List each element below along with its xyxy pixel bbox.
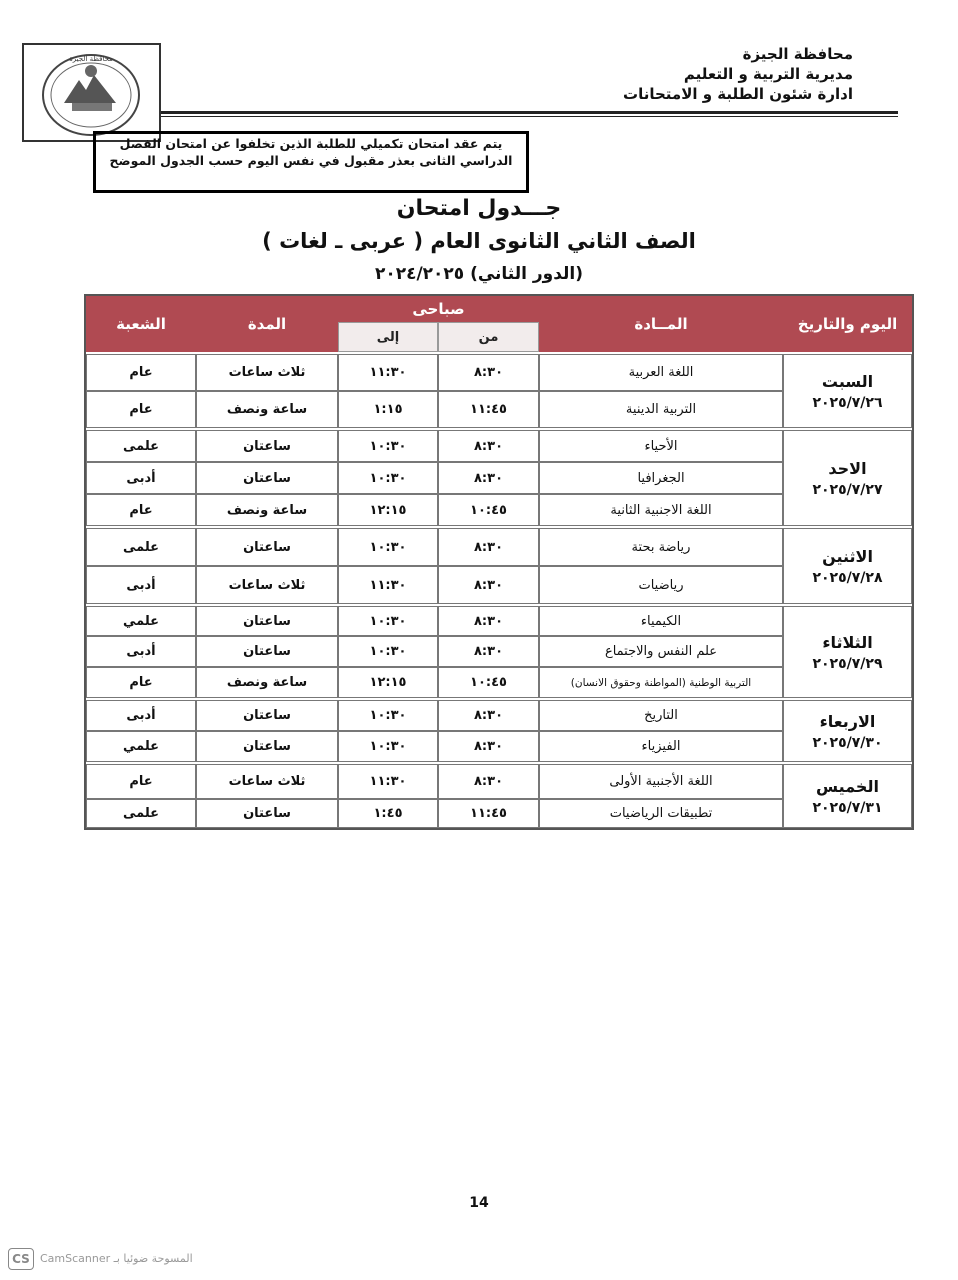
exam-schedule-table (84, 294, 914, 830)
header-to: إلى (338, 322, 438, 352)
track-cell: عام (86, 391, 196, 428)
subject-cell: الأحياء (539, 430, 783, 462)
subject-cell: الفيزياء (539, 731, 783, 762)
seal-emblem-icon (24, 45, 159, 140)
track-cell: عام (86, 764, 196, 799)
track-cell: علمي (86, 606, 196, 636)
subject-cell: تطبيقات الرياضيات (539, 799, 783, 828)
duration-cell: ثلاث ساعات (196, 354, 338, 391)
from-cell: ١١:٤٥ (438, 391, 539, 428)
table-row (86, 667, 912, 698)
table-row (86, 606, 912, 636)
to-cell: ١٠:٣٠ (338, 731, 438, 762)
subject-cell: رياضة بحتة (539, 528, 783, 566)
header-morning: صباحى (338, 296, 539, 322)
table-row (86, 636, 912, 667)
day-name: الاحد (828, 458, 867, 478)
to-cell: ١٠:٣٠ (338, 528, 438, 566)
to-cell: ١٠:٣٠ (338, 700, 438, 731)
from-cell: ٨:٣٠ (438, 764, 539, 799)
table-row (86, 528, 912, 566)
to-cell: ١:٤٥ (338, 799, 438, 828)
from-cell: ٨:٣٠ (438, 566, 539, 604)
track-cell: أدبى (86, 700, 196, 731)
table-row (86, 462, 912, 494)
to-cell: ١٠:٣٠ (338, 430, 438, 462)
duration-cell: ساعتان (196, 528, 338, 566)
to-cell: ١١:٣٠ (338, 566, 438, 604)
track-cell: عام (86, 494, 196, 526)
from-cell: ١٠:٤٥ (438, 494, 539, 526)
track-cell: أدبى (86, 566, 196, 604)
page-number: 14 (469, 1195, 489, 1211)
notice-line-1: يتم عقد امتحان تكميلي للطلبة الذين تخلفوا عن امتحان الفصل (119, 136, 503, 151)
from-cell: ٨:٣٠ (438, 430, 539, 462)
day-date: ٢٠٢٥/٧/٣١ (812, 799, 883, 816)
duration-cell: ثلاث ساعات (196, 764, 338, 799)
duration-cell: ثلاث ساعات (196, 566, 338, 604)
day-date: ٢٠٢٥/٧/٣٠ (812, 734, 883, 751)
header-from: من (438, 322, 539, 352)
from-cell: ١١:٤٥ (438, 799, 539, 828)
to-cell: ١٠:٣٠ (338, 636, 438, 667)
day-date: ٢٠٢٥/٧/٢٦ (812, 394, 883, 411)
table-row (86, 731, 912, 762)
track-cell: عام (86, 354, 196, 391)
track-cell: علمي (86, 731, 196, 762)
subject-cell: الجغرافيا (539, 462, 783, 494)
day-name: الثلاثاء (822, 632, 873, 652)
subject-cell: علم النفس والاجتماع (539, 636, 783, 667)
duration-cell: ساعة ونصف (196, 667, 338, 698)
subject-cell: رياضيات (539, 566, 783, 604)
table-row (86, 494, 912, 526)
to-cell: ١٢:١٥ (338, 494, 438, 526)
to-cell: ١:١٥ (338, 391, 438, 428)
table-row (86, 566, 912, 604)
table-row (86, 700, 912, 731)
table-row (86, 354, 912, 391)
header-track: الشعبة (86, 296, 196, 352)
track-cell: علمى (86, 528, 196, 566)
from-cell: ٨:٣٠ (438, 731, 539, 762)
duration-cell: ساعة ونصف (196, 494, 338, 526)
subject-cell: التربية الوطنية (المواطنة وحقوق الانسان) (539, 667, 783, 698)
header-duration: المدة (196, 296, 338, 352)
track-cell: عام (86, 667, 196, 698)
camscanner-logo-icon: CS (8, 1248, 34, 1270)
to-cell: ١١:٣٠ (338, 764, 438, 799)
header-line-governorate: محافظة الجيزة (742, 45, 853, 63)
to-cell: ١٠:٣٠ (338, 462, 438, 494)
day-date: ٢٠٢٥/٧/٢٩ (812, 655, 883, 672)
from-cell: ٨:٣٠ (438, 354, 539, 391)
duration-cell: ساعتان (196, 430, 338, 462)
directorate-header (623, 44, 853, 104)
to-cell: ١١:٣٠ (338, 354, 438, 391)
grade-title: الصف الثاني الثانوى العام ( عربى ـ لغات ) (262, 229, 696, 253)
day-date: ٢٠٢٥/٧/٢٨ (812, 569, 883, 586)
from-cell: ٨:٣٠ (438, 700, 539, 731)
duration-cell: ساعتان (196, 462, 338, 494)
subject-cell: التاريخ (539, 700, 783, 731)
header-line-directorate: مديرية التربية و التعليم (683, 65, 853, 83)
subject-cell: اللغة الاجنبية الثانية (539, 494, 783, 526)
track-cell: علمى (86, 799, 196, 828)
to-cell: ١٠:٣٠ (338, 606, 438, 636)
day-name: الخميس (816, 776, 879, 796)
from-cell: ٨:٣٠ (438, 636, 539, 667)
session-title: (الدور الثاني) ٢٠٢٤/٢٠٢٥ (374, 264, 584, 284)
duration-cell: ساعة ونصف (196, 391, 338, 428)
scanner-watermark: CamScanner المسوحة ضوئيا بـ (40, 1252, 193, 1265)
header-rule (160, 111, 898, 114)
subject-cell: التربية الدينية (539, 391, 783, 428)
table-row (86, 764, 912, 799)
track-cell: أدبى (86, 462, 196, 494)
header-subject: المــادة (539, 296, 783, 352)
notice-line-2: الدراسي الثانى بعذر مقبول في نفس اليوم حسب الجدول الموضح (109, 153, 513, 168)
duration-cell: ساعتان (196, 700, 338, 731)
duration-cell: ساعتان (196, 606, 338, 636)
subject-cell: اللغة الأجنبية الأولى (539, 764, 783, 799)
subject-cell: الكيمياء (539, 606, 783, 636)
duration-cell: ساعتان (196, 636, 338, 667)
header-day-date: اليوم والتاريخ (783, 296, 912, 352)
table-row (86, 391, 912, 428)
day-name: الاثنين (822, 546, 873, 566)
day-name: الاربعاء (819, 711, 876, 731)
from-cell: ٨:٣٠ (438, 606, 539, 636)
duration-cell: ساعتان (196, 731, 338, 762)
track-cell: علمى (86, 430, 196, 462)
duration-cell: ساعتان (196, 799, 338, 828)
table-row (86, 430, 912, 462)
day-date: ٢٠٢٥/٧/٢٧ (812, 481, 883, 498)
header-line-department: ادارة شئون الطلبة و الامتحانات (623, 85, 853, 103)
schedule-title: جـــدول امتحان (396, 196, 562, 221)
track-cell: أدبى (86, 636, 196, 667)
header-rule-thin (160, 116, 898, 117)
governorate-seal-logo (22, 43, 161, 142)
to-cell: ١٢:١٥ (338, 667, 438, 698)
subject-cell: اللغة العربية (539, 354, 783, 391)
makeup-exam-notice (93, 131, 529, 193)
seal-text: محافظة الجيزة (69, 55, 113, 63)
from-cell: ٨:٣٠ (438, 528, 539, 566)
table-row (86, 799, 912, 828)
from-cell: ٨:٣٠ (438, 462, 539, 494)
day-name: السبت (821, 371, 874, 391)
from-cell: ١٠:٤٥ (438, 667, 539, 698)
